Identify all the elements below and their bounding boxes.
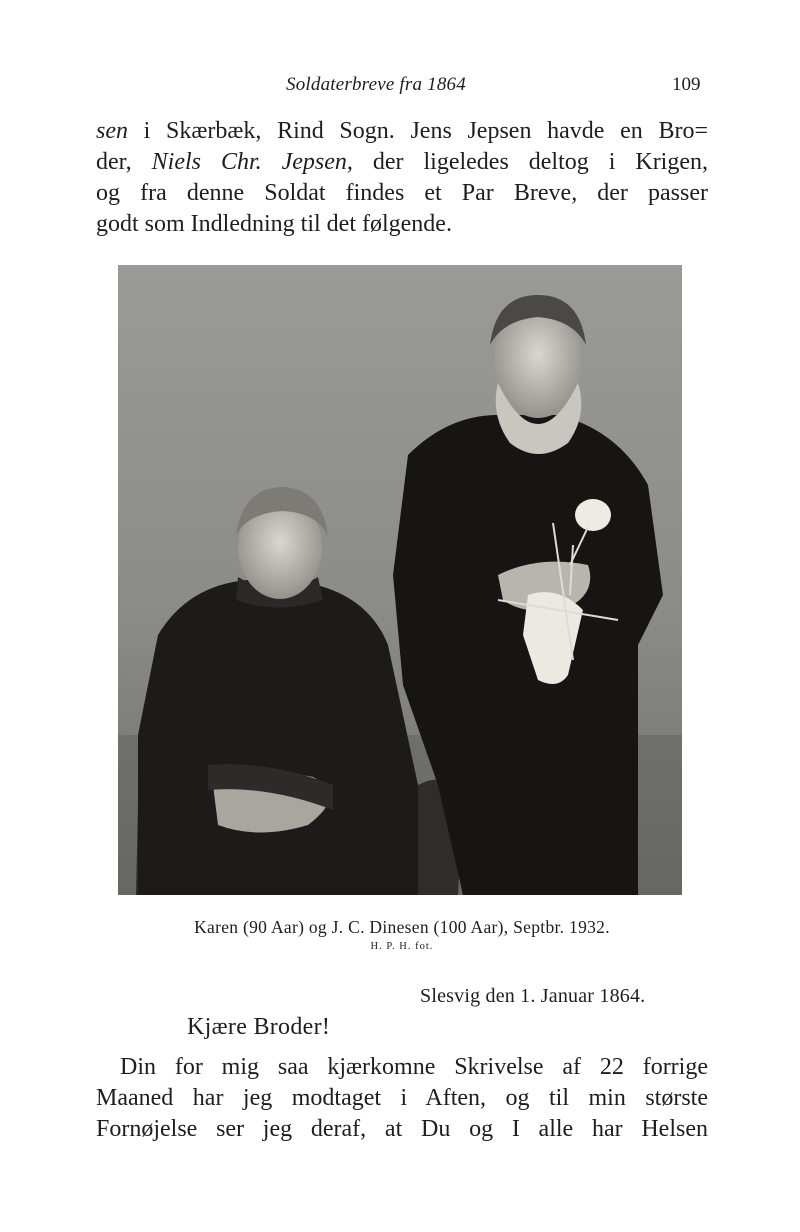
text-run: der, [96, 149, 152, 175]
photo-credit: H. P. H. fot. [370, 941, 434, 952]
page-number: 109 [672, 74, 701, 95]
intro-line [96, 147, 708, 178]
text-run: i Skærbæk, Rind Sogn. Jens Jepsen havde en Bro= [128, 118, 708, 144]
intro-line [96, 178, 708, 209]
running-title: Soldaterbreve fra 1864 [286, 74, 466, 95]
letter-salutation: Kjære Broder! [187, 1014, 331, 1040]
italic-word: sen [96, 118, 128, 144]
letter-dateline: Slesvig den 1. Januar 1864. [420, 985, 646, 1007]
text-run: godt som Indledning til det følgende. [96, 211, 452, 237]
text-run: der ligeledes deltog i Krigen, [352, 149, 709, 175]
letter-line: Maaned har jeg modtaget i Aften, og til min største [96, 1085, 708, 1111]
letter-line: Din for mig saa kjærkomne Skrivelse af 22 forrige [120, 1054, 708, 1080]
italic-name: Niels Chr. Jepsen, [151, 149, 353, 175]
photo-caption: Karen (90 Aar) og J. C. Dinesen (100 Aar), Septbr. 1932. [194, 917, 610, 937]
running-head [0, 74, 800, 100]
letter-line: Fornøjelse ser jeg deraf, at Du og I alle har Helsen [96, 1116, 708, 1142]
intro-line [96, 116, 708, 147]
photo-illustration [118, 265, 682, 895]
letter-body [96, 1052, 708, 1145]
text-run: og fra denne Soldat findes et Par Breve, der passer [96, 180, 708, 206]
intro-line [96, 209, 708, 240]
portrait-photograph [118, 265, 682, 895]
intro-paragraph [96, 116, 708, 240]
